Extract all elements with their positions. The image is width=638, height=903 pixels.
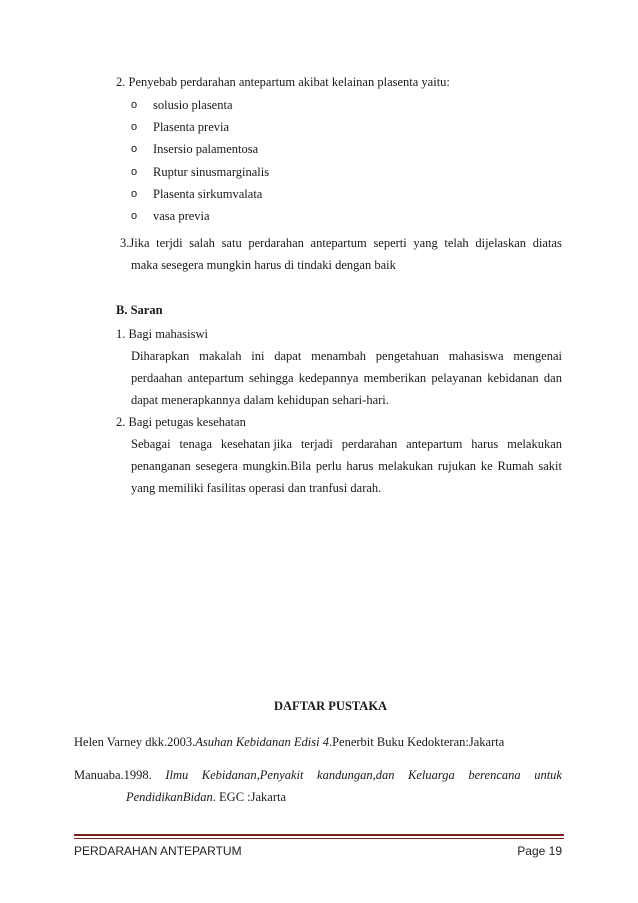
word: antepartum [187, 371, 244, 385]
word: ke [480, 459, 493, 473]
word: perdarahan [248, 236, 304, 250]
word: pengetahuan [375, 349, 439, 363]
word: kebidanan [487, 371, 539, 385]
saran-item2-line2 [131, 459, 562, 474]
saran-item1-line1 [131, 349, 562, 364]
reference-1 [74, 735, 504, 750]
word: Sebagai [131, 437, 171, 451]
list-item: Plasenta sirkumvalata [153, 186, 263, 201]
footer-rule-thick [74, 834, 564, 836]
word: sesegera [195, 459, 238, 473]
word: terjdi [156, 236, 183, 250]
footer-page-number: Page 19 [517, 844, 562, 858]
word: kandungan,dan [317, 768, 395, 782]
list-item: Ruptur sinusmarginalis [153, 164, 270, 179]
bullet-marker: o [131, 210, 138, 222]
reference-2-title: PendidikanBidan [126, 790, 213, 804]
word: Ilmu [165, 768, 189, 782]
bullet-marker: o [131, 99, 138, 111]
word: melakukan [507, 437, 562, 451]
word: mengenai [513, 349, 562, 363]
word: penanganan [131, 459, 191, 473]
saran-heading: B. Saran [116, 303, 163, 317]
word: perdaahan [131, 371, 183, 385]
word: rujukan [437, 459, 477, 473]
bullet-marker: o [131, 165, 138, 178]
word: Rumah [497, 459, 534, 473]
word: sehingga [249, 371, 294, 385]
word: kesehatan jika [220, 437, 293, 451]
word: satu [221, 236, 242, 250]
word: menambah [311, 349, 366, 363]
word: berencana [468, 768, 521, 782]
bibliography-heading: DAFTAR PUSTAKA [274, 699, 388, 713]
word: Kebidanan,Penyakit [201, 768, 304, 782]
word: ini [251, 349, 265, 363]
word: pelayanan [431, 371, 483, 385]
point3-line1 [120, 236, 562, 251]
word: perdarahan [341, 437, 398, 451]
word: kedepannya [298, 371, 359, 385]
bullet-marker: o [131, 143, 138, 156]
list-item: solusio plasenta [153, 98, 233, 112]
word: terjadi [300, 437, 333, 451]
word: diatas [532, 236, 562, 250]
saran-item1-title: 1. Bagi mahasiswi [116, 327, 209, 341]
word: makalah [199, 349, 242, 363]
word: Keluarga [408, 768, 455, 782]
causes-intro: 2. Penyebab perdarahan antepartum akibat kelainan plasenta yaitu: [116, 75, 450, 89]
word: telah [444, 236, 469, 250]
reference-1-author: Helen Varney dkk.2003. [74, 735, 196, 749]
saran-item2-title: 2. Bagi petugas kesehatan [116, 415, 246, 429]
footer-title: PERDARAHAN ANTEPARTUM [74, 844, 242, 858]
word: memberikan [363, 371, 427, 385]
saran-item1-line2 [131, 371, 562, 386]
word: Diharapkan [131, 349, 190, 363]
word: seperti [373, 236, 407, 250]
word: perlu [315, 459, 342, 473]
word: salah [189, 236, 215, 250]
saran-item2-line3: yang memiliki fasilitas operasi dan tranfusi darah. [131, 481, 382, 495]
reference-2-rest: . EGC :Jakarta [212, 790, 287, 804]
word: melakukan [378, 459, 434, 473]
bullet-marker: o [131, 121, 138, 134]
word: 3.Jika [120, 236, 150, 250]
word: sakit [538, 459, 562, 473]
saran-item2-line1 [131, 437, 562, 452]
word: antepartum [406, 437, 463, 451]
word: harus [471, 437, 499, 451]
word: mahasiswa [448, 349, 504, 363]
reference-1-title: Asuhan Kebidanan Edisi 4 [195, 735, 329, 749]
reference-2-line1 [74, 768, 562, 783]
list-item: Insersio palamentosa [153, 142, 259, 157]
word: mungkin.Bila [242, 459, 312, 473]
word: tenaga [179, 437, 213, 451]
footer-rule-thin [74, 838, 564, 839]
word: antepartum [310, 236, 367, 250]
list-item: vasa previa [153, 209, 210, 223]
word: yang [413, 236, 438, 250]
word: dapat [274, 349, 302, 363]
reference-2-line2 [126, 790, 286, 805]
reference-1-rest: .Penerbit Buku Kedokteran:Jakarta [328, 735, 505, 749]
list-item: Plasenta previa [153, 120, 230, 135]
word: dan [543, 371, 562, 385]
word: dijelaskan [475, 236, 527, 250]
word: harus [346, 459, 374, 473]
bullet-marker: o [131, 187, 138, 200]
saran-item1-line3: dapat menerapkannya dalam kehidupan sehari-hari. [131, 393, 389, 407]
point3-line2: maka sesegera mungkin harus di tindaki dengan baik [131, 258, 396, 272]
word: Manuaba.1998. [74, 768, 152, 782]
word: untuk [534, 768, 562, 782]
